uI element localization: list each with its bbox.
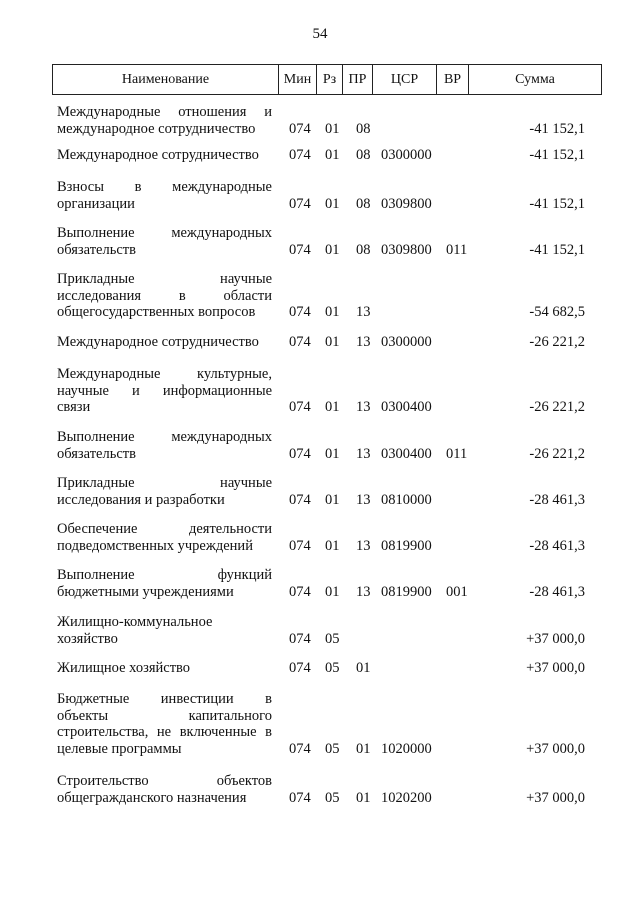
cell-sum: -28 461,3	[529, 537, 585, 554]
cell-csr: 0810000	[381, 491, 432, 508]
table-row	[0, 179, 640, 212]
cell-min: 074	[289, 537, 311, 554]
row-name	[57, 429, 272, 462]
row-name	[57, 271, 272, 321]
cell-sum: -26 221,2	[529, 334, 585, 350]
cell-pr: 01	[356, 789, 371, 806]
row-name	[57, 614, 272, 647]
row-name-line: строительства, не включенные в	[57, 724, 272, 740]
cell-pr: 13	[356, 399, 371, 415]
cell-sum: -41 152,1	[529, 195, 585, 212]
cell-rz: 05	[325, 789, 340, 806]
cell-sum: -26 221,2	[529, 445, 585, 462]
row-name-line: Жилищно-коммунальное	[57, 614, 213, 630]
row-name-line: научные и информационные	[57, 382, 272, 399]
row-name-line: Международное сотрудничество	[57, 147, 259, 163]
cell-rz: 01	[325, 583, 340, 600]
cell-min: 074	[289, 740, 311, 757]
cell-csr: 0300000	[381, 334, 432, 350]
row-name-line: Строительство объектов	[57, 773, 272, 789]
table-row	[0, 475, 640, 508]
row-name	[57, 147, 272, 164]
row-name	[57, 773, 272, 806]
row-name-line: Обеспечение деятельности	[57, 521, 272, 537]
cell-min: 074	[289, 147, 311, 163]
table-row	[0, 773, 640, 806]
row-name	[57, 567, 272, 600]
header-vr: ВР	[437, 65, 469, 95]
row-name	[57, 366, 272, 416]
cell-sum: +37 000,0	[526, 789, 585, 806]
row-name-line: исследования в области	[57, 287, 272, 304]
cell-sum: -28 461,3	[529, 491, 585, 508]
page-number: 54	[312, 26, 328, 42]
row-name-line: обязательств	[57, 445, 136, 462]
cell-sum: -41 152,1	[529, 241, 585, 258]
row-name-line: Выполнение международных	[57, 429, 272, 445]
cell-rz: 01	[325, 334, 340, 350]
table-row	[0, 104, 640, 137]
cell-sum: -41 152,1	[529, 120, 585, 137]
header-min: Мин	[279, 65, 317, 95]
cell-pr: 08	[356, 195, 371, 212]
cell-rz: 01	[325, 491, 340, 508]
cell-pr: 08	[356, 147, 371, 163]
table-row	[0, 429, 640, 462]
table-row	[0, 691, 640, 757]
row-name	[57, 475, 272, 508]
cell-rz: 01	[325, 195, 340, 212]
cell-csr: 0300400	[381, 399, 432, 415]
row-name-line: подведомственных учреждений	[57, 537, 253, 554]
cell-min: 074	[289, 195, 311, 212]
header-pr: ПР	[343, 65, 373, 95]
cell-vr: 011	[446, 241, 468, 258]
row-name	[57, 660, 272, 677]
cell-rz: 05	[325, 660, 340, 676]
cell-rz: 05	[325, 630, 340, 647]
row-name-line: хозяйство	[57, 630, 118, 647]
cell-pr: 13	[356, 304, 371, 320]
cell-min: 074	[289, 241, 311, 258]
row-name-line: объекты капитального	[57, 707, 272, 724]
row-name-line: международное сотрудничество	[57, 120, 256, 137]
cell-csr: 0309800	[381, 241, 432, 258]
table-row	[0, 567, 640, 600]
row-name-line: организации	[57, 195, 135, 212]
row-name-line: бюджетными учреждениями	[57, 583, 234, 600]
cell-min: 074	[289, 630, 311, 647]
cell-csr: 0819900	[381, 583, 432, 600]
row-name-line: Выполнение международных	[57, 225, 272, 241]
row-name	[57, 179, 272, 212]
table-row	[0, 147, 640, 164]
cell-pr: 13	[356, 445, 371, 462]
header-name: Наименование	[53, 65, 279, 95]
cell-min: 074	[289, 789, 311, 806]
row-name-line: Бюджетные инвестиции в	[57, 691, 272, 707]
row-name	[57, 104, 272, 137]
row-name-line: общегосударственных вопросов	[57, 304, 256, 320]
row-name-line: Выполнение функций	[57, 567, 272, 583]
cell-sum: -26 221,2	[529, 399, 585, 415]
cell-min: 074	[289, 334, 311, 350]
row-name-line: исследования и разработки	[57, 491, 225, 508]
row-name-line: обязательств	[57, 241, 136, 258]
row-name-line: связи	[57, 399, 91, 415]
cell-csr: 0309800	[381, 195, 432, 212]
cell-min: 074	[289, 399, 311, 415]
cell-rz: 01	[325, 241, 340, 258]
table-row	[0, 271, 640, 321]
cell-rz: 01	[325, 304, 340, 320]
cell-pr: 13	[356, 491, 371, 508]
table-row	[0, 225, 640, 258]
table-row	[0, 614, 640, 647]
table-header	[52, 64, 602, 95]
cell-sum: +37 000,0	[526, 660, 585, 676]
row-name	[57, 521, 272, 554]
row-name-line: Международные отношения и	[57, 104, 272, 120]
cell-csr: 1020200	[381, 789, 432, 806]
cell-csr: 0300000	[381, 147, 432, 163]
cell-pr: 01	[356, 740, 371, 757]
cell-csr: 1020000	[381, 740, 432, 757]
row-name-line: Международное сотрудничество	[57, 334, 259, 350]
cell-min: 074	[289, 304, 311, 320]
cell-vr: 001	[446, 583, 468, 600]
row-name-line: Взносы в международные	[57, 179, 272, 195]
cell-pr: 08	[356, 120, 371, 137]
table-row	[0, 660, 640, 677]
cell-min: 074	[289, 120, 311, 137]
header-csr: ЦСР	[373, 65, 437, 95]
cell-sum: -54 682,5	[529, 304, 585, 320]
cell-sum: -41 152,1	[529, 147, 585, 163]
table-row	[0, 366, 640, 416]
cell-rz: 01	[325, 399, 340, 415]
row-name	[57, 691, 272, 757]
header-sum: Сумма	[469, 65, 602, 95]
row-name	[57, 334, 272, 351]
row-name-line: общегражданского назначения	[57, 789, 247, 806]
cell-rz: 01	[325, 120, 340, 137]
cell-vr: 011	[446, 445, 468, 462]
cell-rz: 01	[325, 445, 340, 462]
row-name-line: Международные культурные,	[57, 366, 272, 382]
cell-rz: 01	[325, 147, 340, 163]
row-name-line: целевые программы	[57, 740, 182, 757]
row-name-line: Прикладные научные	[57, 475, 272, 491]
table-row	[0, 521, 640, 554]
cell-min: 074	[289, 583, 311, 600]
row-name-line: Прикладные научные	[57, 271, 272, 287]
cell-pr: 13	[356, 334, 371, 350]
table-row	[0, 334, 640, 351]
cell-pr: 08	[356, 241, 371, 258]
cell-pr: 01	[356, 660, 371, 676]
cell-min: 074	[289, 491, 311, 508]
header-rz: Рз	[317, 65, 343, 95]
cell-rz: 05	[325, 740, 340, 757]
cell-sum: -28 461,3	[529, 583, 585, 600]
cell-sum: +37 000,0	[526, 630, 585, 647]
cell-csr: 0819900	[381, 537, 432, 554]
cell-min: 074	[289, 445, 311, 462]
cell-min: 074	[289, 660, 311, 676]
cell-pr: 13	[356, 537, 371, 554]
cell-csr: 0300400	[381, 445, 432, 462]
row-name	[57, 225, 272, 258]
cell-pr: 13	[356, 583, 371, 600]
cell-sum: +37 000,0	[526, 740, 585, 757]
row-name-line: Жилищное хозяйство	[57, 660, 191, 676]
cell-rz: 01	[325, 537, 340, 554]
